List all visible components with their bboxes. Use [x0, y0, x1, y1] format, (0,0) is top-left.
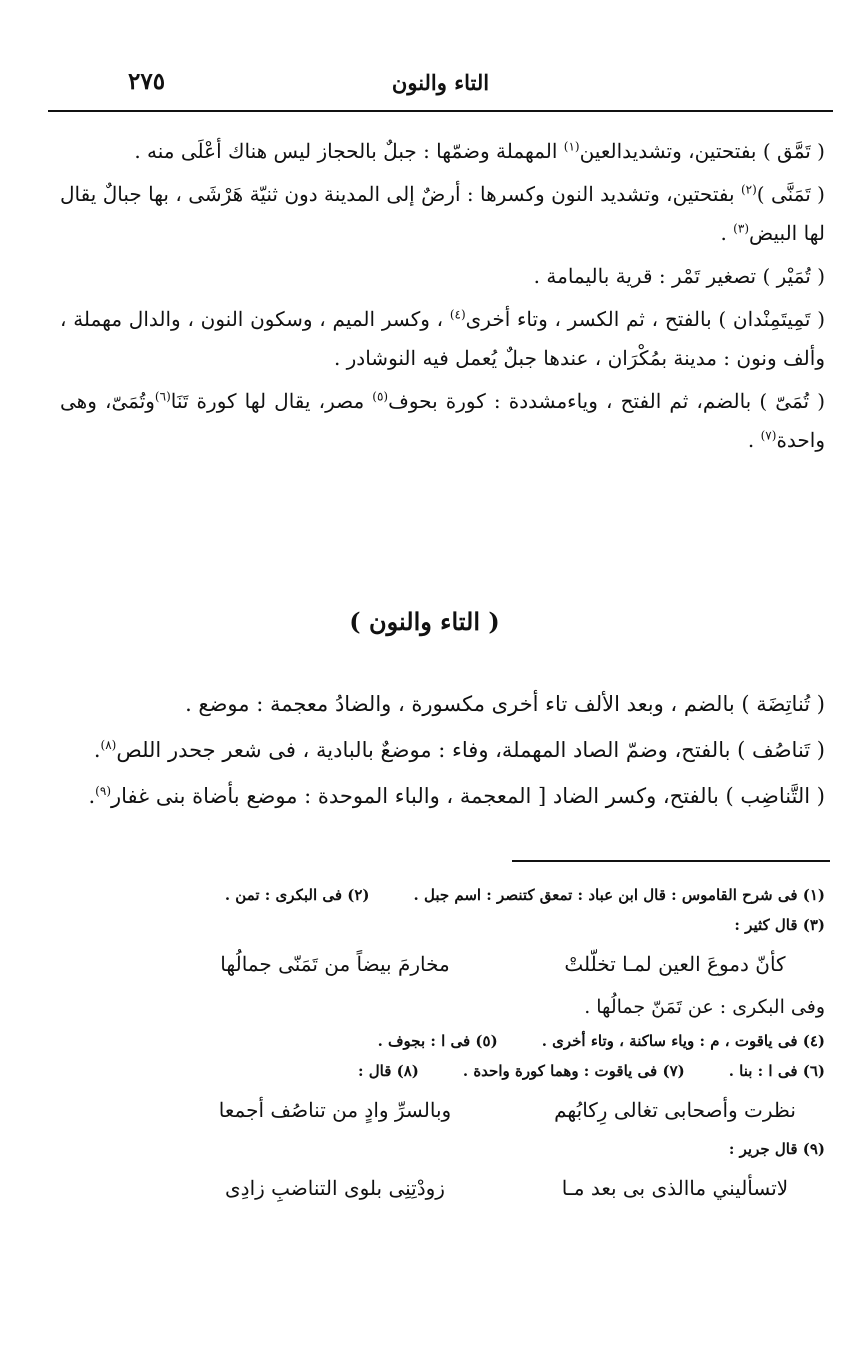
entry-tamaq: ( تَمَّق ) بفتحتين، وتشديدالعين$^{(١)}$ المهملة وضمّها : جبلٌ بالحجاز ليس هناك أعْلَى منه .: [134, 139, 825, 163]
page-number: ٢٧٥: [128, 68, 166, 95]
entry-tanadib: ( التَّناضِب ) بالفتح، وكسر الضاد [ المعجمة ، والباء الموحدة : موضع بأضاة بنى غفار$^{(٩)}$.: [88, 784, 825, 808]
verse-kuthayyir: [60, 940, 825, 988]
entry-tunatida: ( تُناتِضَة ) بالضم ، وبعد الألف تاء أخرى مكسورة ، والضادُ معجمة : موضع .: [185, 692, 825, 716]
footnote-ref-3: (٣): [733, 221, 749, 236]
footnote-ref-2: (٢): [740, 182, 757, 197]
entry-tumayr: ( تُمَيْر ) تصغير تَمْر : قرية باليمامة .: [533, 264, 825, 288]
footnote-4: (٤) فى ياقوت ، م : وياء ساكنة ، وتاء أخرى .: [541, 1032, 825, 1050]
footnote-4-5: [60, 1026, 825, 1056]
footnote-2: (٢) فى البكرى : تمن .: [224, 886, 370, 904]
footnote-7: (٧) فى ياقوت : وهما كورة واحدة .: [462, 1062, 685, 1080]
entry-tamitamindan: ( تَمِيتَمِنْدان ) بالفتح ، ثم الكسر ، وتاء أخرى$^{(٤)}$ ، وكسر الميم ، وسكون النون ، والدال مهملة ، وألف ونون : مدينة بمُكْرَان ، عندها جبلٌ يُعمل فيه النوشادر .: [60, 307, 826, 370]
footnote-ref-8: (٨): [100, 738, 117, 752]
section-heading: ( التاء والنون ): [349, 607, 500, 636]
footnote-ref-1: (١): [563, 139, 580, 154]
entries-top: [60, 132, 825, 464]
verse-jahdar: [60, 1086, 825, 1134]
entry-tanasuf: ( تَناصُف ) بالفتح، وضمّ الصاد المهملة، وفاء : موضعٌ بالبادية ، فى شعر جحدر اللص$^{(٨)}$.: [93, 738, 825, 762]
verse-1-second-hemistich: مخارمَ بيضاً من تَمَنّى جمالُها: [220, 952, 450, 976]
footnote-ref-5: (٥): [372, 389, 389, 404]
footnote-5: (٥) فى ا : بجوف .: [377, 1032, 498, 1050]
footnote-ref-9: (٩): [95, 784, 111, 798]
verse-3-first-hemistich: لاتسأليني ماالذى بى بعد مـا: [561, 1176, 789, 1200]
footnote-3: (٣) قال كثير :: [734, 916, 825, 934]
footnote-6: (٦) فى ا : بنا .: [728, 1062, 825, 1080]
verse-3-second-hemistich: زودْتِنِى بلوى التناضبِ زادِى: [225, 1176, 445, 1200]
footnote-8: (٨) قال :: [357, 1062, 419, 1080]
page-header: [48, 58, 833, 108]
footnote-9: (٩) قال جرير :: [728, 1140, 825, 1158]
running-title: التاء والنون: [391, 70, 490, 95]
header-rule: [48, 110, 833, 112]
footnote-1: (١) فى شرح القاموس : قال ابن عباد : تمعق كتنصر : اسم جبل .: [413, 886, 825, 904]
entry-tumayy: ( تُمَىّ ) بالضم، ثم الفتح ، وياءمشددة : كورة بحوف$^{(٥)}$ مصر، يقال لها كورة تَنَا$^{(٦)}$وتُمَىّ، وهى واحدة$^{(٧)}$ .: [60, 389, 825, 452]
verse-jarir: [60, 1164, 825, 1212]
footnote-ref-4: (٤): [449, 307, 466, 322]
entries-section: [60, 683, 825, 821]
verse-2-second-hemistich: وبالسرِّ وادٍ من تناصُف أجمعا: [218, 1098, 452, 1122]
footnotes: [60, 880, 825, 1212]
footnote-separator: [512, 860, 830, 862]
verse-2-first-hemistich: نظرت وأصحابى تغالى رِكابُهم: [554, 1098, 796, 1122]
footnote-3-note: وفى البكرى : عن تَمَنّ جمالُها .: [584, 996, 825, 1018]
footnote-ref-6: (٦): [154, 389, 171, 404]
entry-tamanna: ( تَمَنَّى )$^{(٢)}$ بفتحتين، وتشديد النون وكسرها : أرضٌ إلى المدينة دون ثنيّة هَرْشَى ، بها جبالٌ يقال لها البيض$^{(٣)}$ .: [60, 182, 825, 245]
footnote-6-7-8: [60, 1056, 825, 1086]
footnote-1-2: [60, 880, 825, 910]
verse-1-first-hemistich: كأنّ دموعَ العين لمـا تخلّلتْ: [564, 952, 786, 976]
footnote-ref-7: (٧): [760, 428, 777, 443]
